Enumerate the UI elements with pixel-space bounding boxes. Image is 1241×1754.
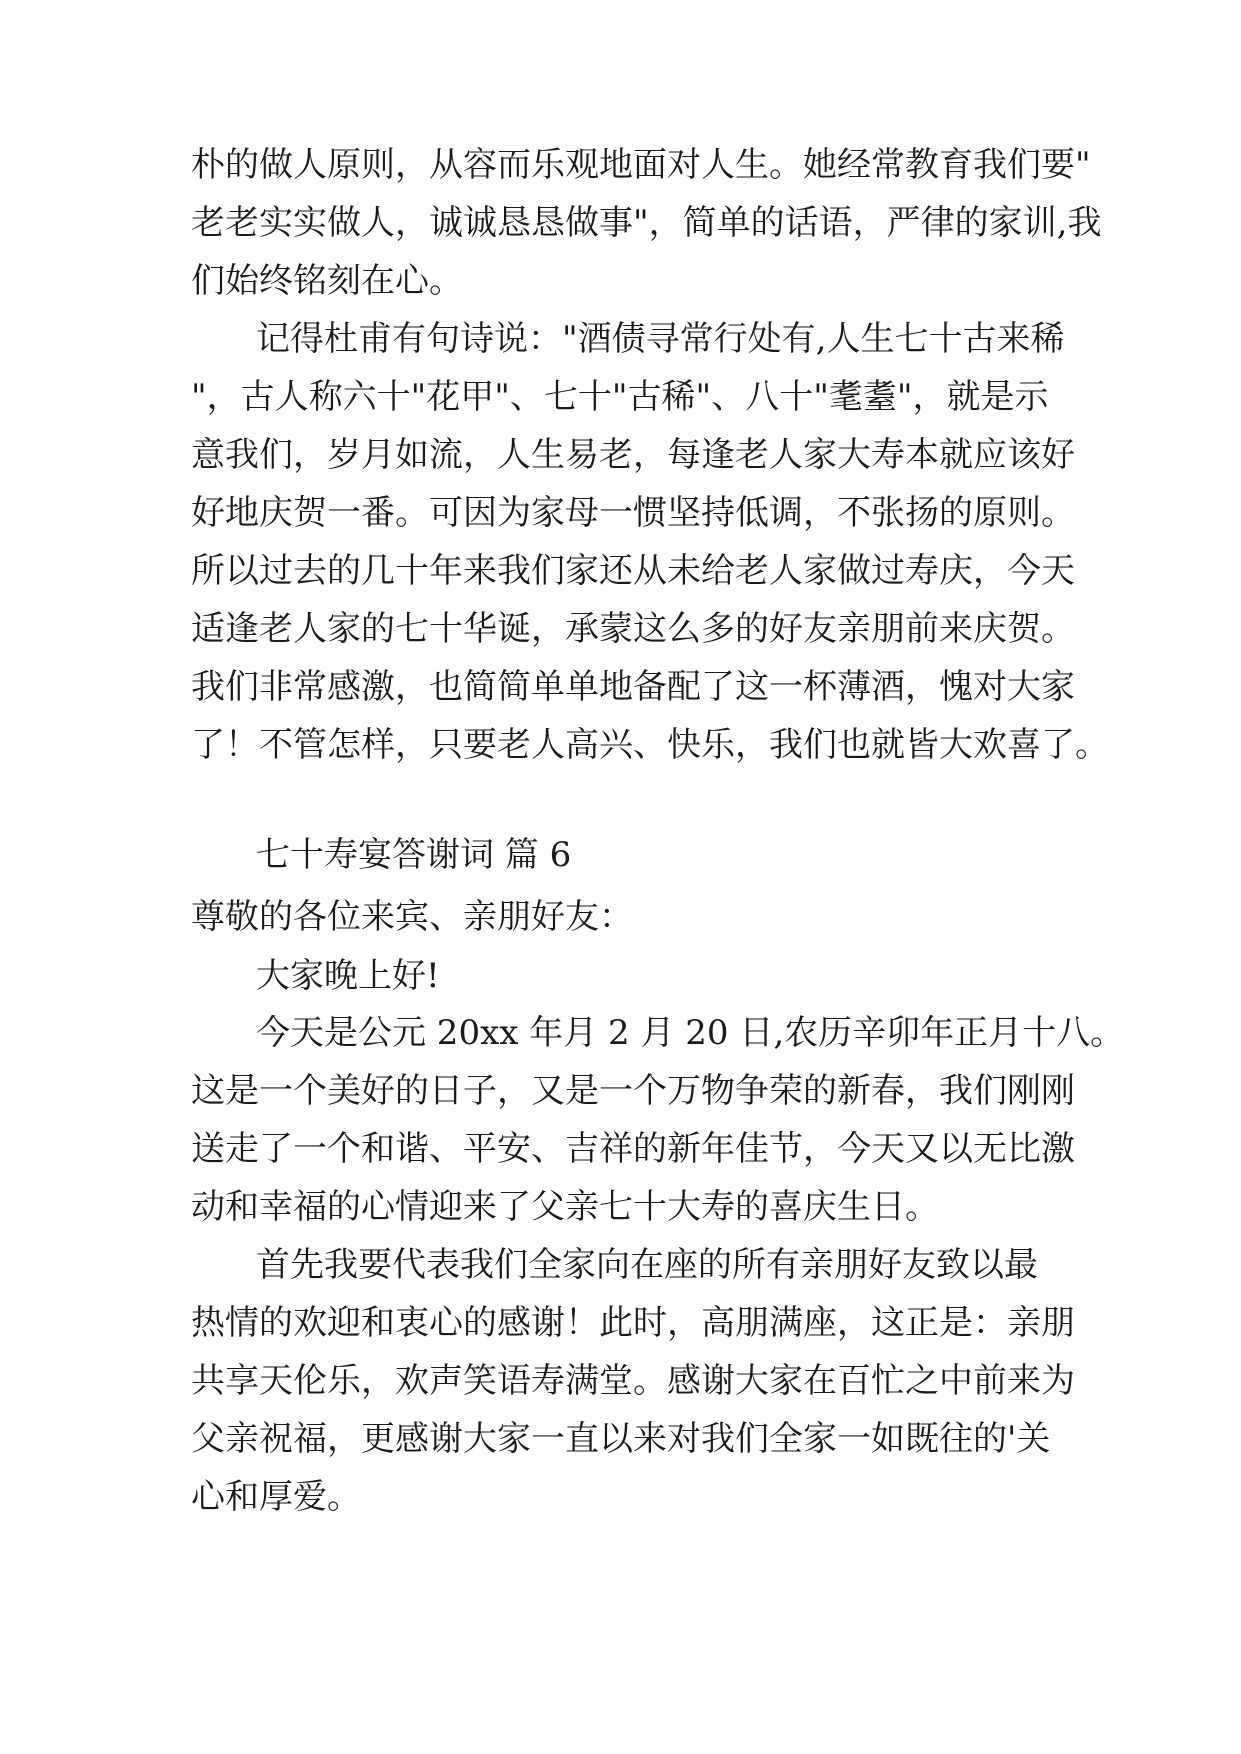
paragraph-line: 首先我要代表我们全家向在座的所有亲朋好友致以最: [256, 1245, 1038, 1285]
section-title: 七十寿宴答谢词 篇 6: [256, 835, 572, 875]
paragraph-line: 适逢老人家的七十华诞，承蒙这么多的好友亲朋前来庆贺。: [191, 609, 1075, 649]
greeting: 大家晚上好!: [256, 956, 440, 996]
paragraph-line: 朴的做人原则，从容而乐观地面对人生。她经常教育我们要": [191, 145, 1091, 185]
paragraph-line: 好地庆贺一番。可因为家母一惯坚持低调，不张扬的原则。: [191, 493, 1075, 533]
paragraph-line: 今天是公元 20xx 年月 2 月 20 日,农历辛卯年正月十八。: [256, 1013, 1125, 1053]
paragraph-line: 动和幸福的心情迎来了父亲七十大寿的喜庆生日。: [191, 1187, 939, 1227]
paragraph-line: 共享天伦乐，欢声笑语寿满堂。感谢大家在百忙之中前来为: [191, 1361, 1075, 1401]
paragraph-line: 记得杜甫有句诗说："酒债寻常行处有,人生七十古来稀: [256, 319, 1065, 359]
paragraph-line: 了！不管怎样，只要老人高兴、快乐，我们也就皆大欢喜了。: [191, 725, 1109, 765]
paragraph-line: 老老实实做人，诚诚恳恳做事"，简单的话语，严律的家训,我: [191, 203, 1102, 243]
paragraph-line: 所以过去的几十年来我们家还从未给老人家做过寿庆，今天: [191, 551, 1075, 591]
paragraph-line: 心和厚爱。: [191, 1477, 361, 1517]
paragraph-line: "，古人称六十"花甲"、七十"古稀"、八十"耄耋"，就是示: [191, 377, 1049, 417]
salutation: 尊敬的各位来宾、亲朋好友：: [191, 897, 633, 937]
paragraph-line: 热情的欢迎和衷心的感谢！此时，高朋满座，这正是：亲朋: [191, 1303, 1075, 1343]
paragraph-line: 我们非常感激，也简简单单地备配了这一杯薄酒，愧对大家: [191, 667, 1075, 707]
paragraph-line: 们始终铭刻在心。: [191, 261, 463, 301]
paragraph-line: 意我们，岁月如流，人生易老，每逢老人家大寿本就应该好: [191, 435, 1075, 475]
paragraph-line: 送走了一个和谐、平安、吉祥的新年佳节，今天又以无比激: [191, 1129, 1075, 1169]
paragraph-line: 这是一个美好的日子，又是一个万物争荣的新春，我们刚刚: [191, 1071, 1075, 1111]
paragraph-line: 父亲祝福，更感谢大家一直以来对我们全家一如既往的'关: [191, 1419, 1051, 1459]
